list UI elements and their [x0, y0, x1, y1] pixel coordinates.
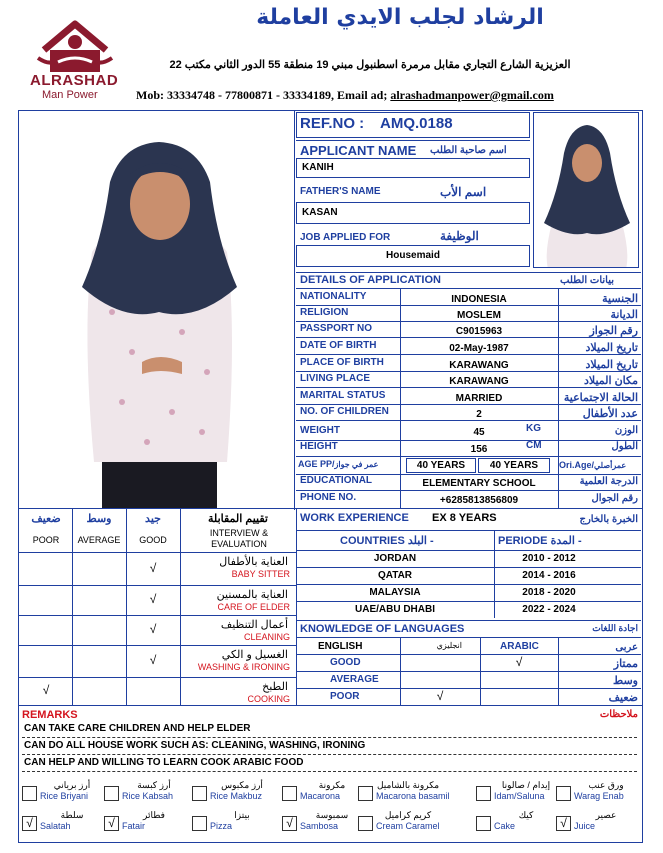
- food-checkbox[interactable]: √: [282, 816, 297, 831]
- food-checkbox[interactable]: √: [104, 816, 119, 831]
- detail-value: 2: [476, 409, 482, 420]
- company-contact: [136, 88, 554, 103]
- lang-arabic-head: ARABIC: [500, 641, 539, 652]
- detail-value: KARAWANG: [449, 376, 509, 387]
- language-level-ar: وسط: [613, 675, 638, 687]
- row-divider: [18, 645, 296, 646]
- row-divider: [18, 615, 296, 616]
- age-passport-value: 40 YEARS: [416, 460, 466, 471]
- experience-period: 2014 - 2016: [522, 570, 576, 581]
- phone-label-ar: رقم الجوال: [591, 493, 638, 504]
- ori-age-ar: عمرأصلي: [594, 461, 627, 470]
- applicant-portrait-photo: [533, 112, 639, 268]
- experience-label: WORK EXPERIENCE: [300, 512, 409, 524]
- food-name-ar: أرز برياني: [53, 780, 91, 790]
- food-name-ar: بيتزا: [234, 810, 250, 820]
- remarks-label: REMARKS: [22, 709, 78, 721]
- row-divider: [296, 671, 641, 672]
- detail-label: DATE OF BIRTH: [300, 340, 377, 351]
- experience-country: JORDAN: [373, 553, 417, 564]
- ref-label: REF.NO :: [300, 115, 365, 132]
- experience-period: 2018 - 2020: [522, 587, 576, 598]
- ref-value: AMQ.0188: [380, 115, 453, 132]
- food-name-ar: مكرونة: [318, 780, 346, 790]
- weight-value: 45: [473, 427, 485, 438]
- detail-label-ar: الديانة: [610, 309, 638, 321]
- row-divider: [296, 601, 641, 602]
- food-name-en: Cream Caramel: [376, 821, 440, 831]
- food-name-ar: ورق عنب: [588, 780, 624, 790]
- applicant-full-photo: [22, 112, 294, 508]
- interview-head-en: INTERVIEW & EVALUATION: [209, 528, 269, 549]
- phone-label: PHONE NO.: [300, 492, 357, 503]
- job-label-ar: الوظيفة: [440, 229, 479, 243]
- ori-age-label: [559, 460, 626, 470]
- food-name-ar: سلطة: [60, 810, 84, 820]
- row-divider: [296, 354, 641, 355]
- logo-subtext: Man Power: [42, 89, 98, 101]
- poor-head-ar: ضعيف: [31, 513, 61, 525]
- good-head-en: GOOD: [139, 535, 167, 545]
- detail-label: NO. OF CHILDREN: [300, 406, 389, 417]
- interview-skill-ar: الغسيل و الكي: [221, 649, 288, 661]
- job-value: Housemaid: [386, 250, 440, 261]
- arabic-check: √: [515, 655, 523, 669]
- detail-label-ar: مكان الميلاد: [583, 375, 638, 387]
- food-name-ar: كريم كراميل: [384, 810, 432, 820]
- experience-label-ar: الخبرة بالخارج: [579, 514, 638, 525]
- company-logo: [30, 14, 120, 104]
- details-label: DETAILS OF APPLICATION: [300, 274, 441, 286]
- language-level-ar: ممتاز: [613, 658, 638, 670]
- detail-label-ar: عدد الأطفال: [582, 408, 638, 420]
- food-checkbox[interactable]: [192, 786, 207, 801]
- food-checkbox[interactable]: [22, 786, 37, 801]
- remark-line: CAN HELP AND WILLING TO LEARN COOK ARABIC FOOD: [24, 757, 304, 768]
- check-mark: √: [42, 683, 50, 697]
- logo-text: ALRASHAD: [30, 72, 119, 89]
- avg-head-ar: وسط: [86, 513, 112, 525]
- detail-value: KARAWANG: [449, 360, 509, 371]
- row-divider: [296, 321, 641, 322]
- food-checkbox[interactable]: [358, 816, 373, 831]
- house-hands-icon: [30, 14, 120, 76]
- remark-underline: [22, 737, 637, 738]
- detail-value: INDONESIA: [451, 294, 507, 305]
- detail-label-ar: الحالة الاجتماعية: [563, 392, 638, 404]
- language-level: POOR: [330, 691, 360, 702]
- experience-period: 2010 - 2012: [522, 553, 576, 564]
- check-mark: √: [149, 653, 157, 667]
- detail-label: PASSPORT NO: [300, 323, 373, 334]
- interview-skill-ar: العناية بالأطفال: [219, 556, 288, 568]
- detail-value: MARRIED: [455, 393, 503, 404]
- countries-head-ar: البلد -: [407, 535, 434, 547]
- detail-label: RELIGION: [300, 307, 349, 318]
- father-name-label: FATHER'S NAME: [300, 186, 381, 197]
- contact-email-link[interactable]: alrashadmanpower@gmail.com: [390, 88, 554, 102]
- food-name-ar: فطائر: [143, 810, 165, 820]
- food-name-en: Rice Briyani: [40, 791, 89, 801]
- lang-english-head: ENGLISH: [318, 641, 363, 652]
- countries-head: [340, 534, 434, 547]
- avg-head-en: AVERAGE: [77, 535, 121, 545]
- remark-line: CAN DO ALL HOUSE WORK SUCH AS: CLEANING, WASHING, IRONING: [24, 740, 366, 751]
- food-name-en: Macarona basamil: [376, 791, 450, 801]
- detail-value: MOSLEM: [457, 310, 501, 321]
- interview-skill-ar: الطبخ: [262, 681, 288, 693]
- food-name-en: Rice Kabsah: [122, 791, 174, 801]
- english-check: √: [436, 689, 444, 703]
- details-label-ar: بيانات الطلب: [560, 275, 615, 286]
- row-divider: [296, 337, 641, 338]
- food-name-en: Warag Enab: [574, 791, 624, 801]
- company-title-arabic: الرشاد لجلب الايدي العاملة: [256, 5, 544, 30]
- food-name-en: Cake: [494, 821, 516, 831]
- food-name-en: Fatair: [122, 821, 146, 831]
- height-label-ar: الطول: [611, 441, 638, 452]
- remark-underline: [22, 754, 637, 755]
- food-name-en: Pizza: [210, 821, 233, 831]
- food-checkbox[interactable]: [358, 786, 373, 801]
- interview-skill-en: WASHING & IRONING: [197, 662, 290, 672]
- row-divider: [296, 371, 641, 372]
- contact-phones: Mob: 33334748 - 77800871 - 33334189, Email ad;: [136, 88, 391, 102]
- weight-label: WEIGHT: [300, 425, 340, 436]
- height-unit: CM: [526, 440, 542, 451]
- interview-skill-ar: العناية بالمسنين: [216, 589, 288, 601]
- check-mark: √: [149, 622, 157, 636]
- food-checkbox[interactable]: [192, 816, 207, 831]
- height-label: HEIGHT: [300, 441, 338, 452]
- poor-head-en: POOR: [32, 535, 60, 545]
- detail-label: NATIONALITY: [300, 291, 367, 302]
- experience-period: 2022 - 2024: [522, 604, 576, 615]
- education-value: ELEMENTARY SCHOOL: [422, 478, 536, 489]
- detail-value: C9015963: [455, 326, 503, 337]
- check-mark: √: [149, 592, 157, 606]
- lang-arabic-head-ar: عربى: [615, 642, 638, 653]
- row-divider: [296, 305, 641, 306]
- food-name-en: Juice: [574, 821, 596, 831]
- interview-skill-ar: أعمال التنظيف: [220, 619, 288, 631]
- experience-country: MALAYSIA: [369, 587, 421, 598]
- company-address: العزيزية الشارع التجاري مقابل مرمرة اسطنبول مبني 19 منطقة 55 الدور الثاني مكتب 22: [169, 59, 571, 71]
- food-name-en: Salatah: [40, 821, 71, 831]
- food-checkbox[interactable]: [282, 786, 297, 801]
- food-checkbox[interactable]: [556, 786, 571, 801]
- period-head-ar: المدة -: [550, 535, 582, 547]
- ori-age-en: Ori.Age/: [559, 460, 595, 470]
- food-checkbox[interactable]: [104, 786, 119, 801]
- row-divider: [18, 585, 296, 586]
- detail-label-ar: تاريخ الميلاد: [585, 342, 638, 354]
- row-divider: [296, 404, 641, 405]
- experience-country: UAE/ABU DHABI: [355, 604, 435, 615]
- interview-skill-en: COOKING: [247, 694, 290, 704]
- phone-value: +6285813856809: [439, 495, 519, 506]
- interview-skill-en: BABY SITTER: [231, 569, 290, 579]
- detail-label-ar: الجنسية: [602, 293, 638, 305]
- job-label: JOB APPLIED FOR: [300, 232, 391, 243]
- food-name-en: Idam/Saluna: [494, 791, 545, 801]
- interview-skill-en: CLEANING: [243, 632, 290, 642]
- education-label: EDUCATIONAL: [300, 475, 373, 486]
- language-level-ar: ضعيف: [608, 692, 638, 704]
- detail-value: 02-May-1987: [449, 343, 509, 354]
- detail-label: LIVING PLACE: [300, 373, 371, 384]
- food-checkbox[interactable]: [476, 816, 491, 831]
- row-divider: [296, 420, 641, 421]
- weight-unit: KG: [526, 423, 541, 434]
- weight-label-ar: الوزن: [614, 425, 638, 436]
- food-name-ar: سمبوسة: [315, 810, 349, 820]
- father-name-value: KASAN: [302, 207, 338, 218]
- food-name-en: Rice Makbuz: [210, 791, 263, 801]
- lang-english-head-ar: انجليزي: [436, 641, 462, 650]
- food-name-ar: كيك: [518, 810, 534, 820]
- remark-underline: [22, 771, 637, 772]
- languages-label: KNOWLEDGE OF LANGUAGES: [300, 623, 465, 635]
- remarks-label-ar: ملاحظات: [599, 709, 638, 720]
- detail-label: MARITAL STATUS: [300, 390, 386, 401]
- detail-label-ar: رقم الجواز: [589, 325, 638, 337]
- applicant-name-label-ar: اسم صاحبة الطلب: [430, 145, 507, 156]
- education-label-ar: الدرجة العلمية: [579, 476, 638, 487]
- language-level: AVERAGE: [330, 674, 379, 685]
- food-name-ar: مكرونة بالشاميل: [376, 780, 440, 790]
- row-divider: [296, 567, 641, 568]
- remark-line: CAN TAKE CARE CHILDREN AND HELP ELDER: [24, 723, 251, 734]
- good-head-ar: جيد: [145, 513, 161, 525]
- height-value: 156: [470, 444, 488, 455]
- food-name-ar: أرز مكبوس: [221, 780, 263, 790]
- applicant-name-label: APPLICANT NAME: [300, 143, 417, 158]
- food-checkbox[interactable]: [476, 786, 491, 801]
- age-original-value: 40 YEARS: [489, 460, 539, 471]
- row-divider: [296, 387, 641, 388]
- check-mark: √: [149, 560, 157, 575]
- interview-skill-en: CARE OF ELDER: [217, 602, 290, 612]
- food-checkbox[interactable]: √: [22, 816, 37, 831]
- detail-label-ar: تاريخ الميلاد: [585, 359, 638, 371]
- food-checkbox[interactable]: √: [556, 816, 571, 831]
- age-label-ar: عمر في جواز: [334, 460, 379, 469]
- period-head: [498, 534, 582, 547]
- food-name-en: Macarona: [300, 791, 341, 801]
- row-divider: [18, 677, 296, 678]
- language-level: GOOD: [330, 657, 361, 668]
- interview-head-ar: تقييم المقابلة: [208, 513, 268, 525]
- countries-head-en: COUNTRIES: [340, 535, 405, 547]
- food-name-ar: أرز كبسة: [137, 780, 171, 790]
- food-name-en: Sambosa: [300, 821, 339, 831]
- languages-label-ar: اجادة اللغات: [592, 623, 638, 633]
- applicant-name-value: KANIH: [302, 162, 334, 173]
- experience-value: EX 8 YEARS: [432, 512, 497, 524]
- age-label-en: AGE PP/: [298, 459, 335, 469]
- age-label: [298, 459, 378, 469]
- food-name-ar: إيدام / صالونا: [501, 780, 551, 790]
- period-head-en: PERIODE: [498, 535, 548, 547]
- food-name-ar: عصير: [595, 810, 617, 820]
- experience-country: QATAR: [377, 570, 413, 581]
- father-name-label-ar: اسم الأب: [440, 185, 487, 199]
- row-divider: [296, 584, 641, 585]
- detail-label: PLACE OF BIRTH: [300, 357, 384, 368]
